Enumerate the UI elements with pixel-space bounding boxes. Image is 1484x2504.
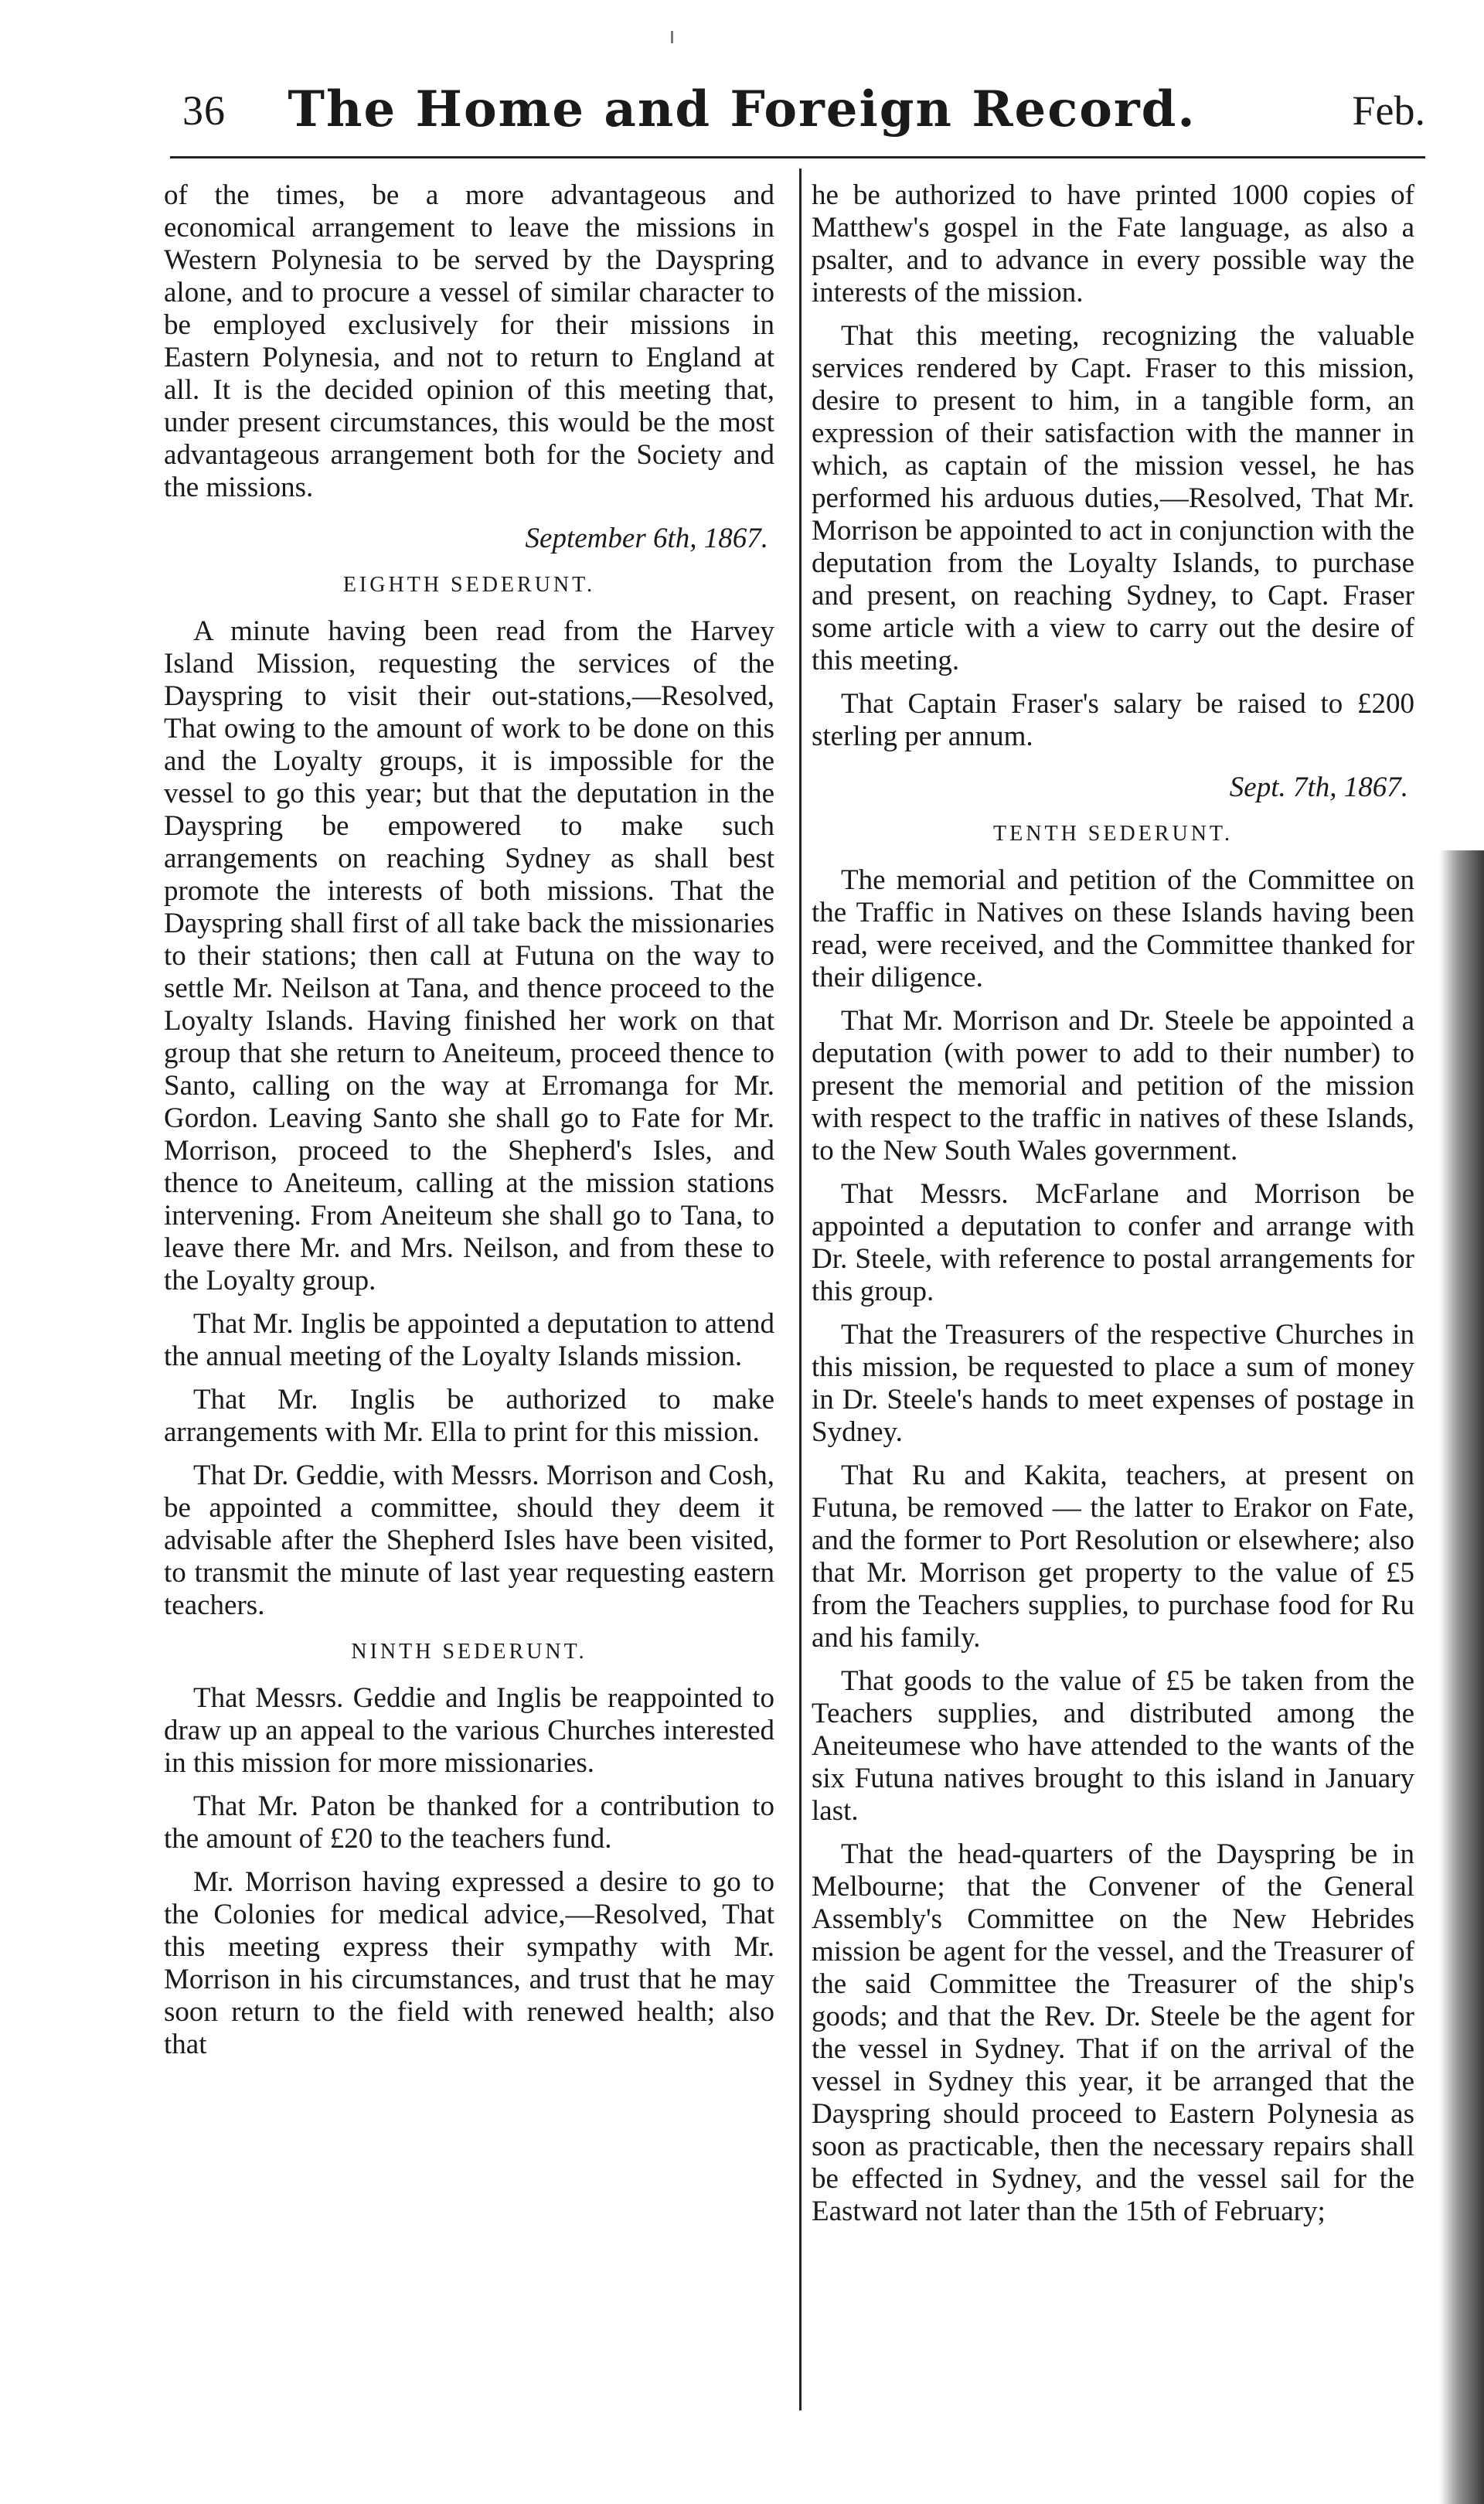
section-heading: NINTH SEDERUNT. (351, 1640, 587, 1664)
dateline: September 6th, 1867. (525, 523, 768, 554)
paragraph: That Ru and Kakita, teachers, at present on Futuna, be removed — the latter to Erakor on Fate, and the former to Port Resolution or elsewhere; also that Mr. Morrison get property to the value of £5 from the Teachers supplies, to purchase food for Ru and his family. (812, 1460, 1414, 1654)
scan-shadow-edge (1439, 850, 1484, 2504)
paragraph: That the head-quarters of the Dayspring be in Melbourne; that the Convener of the General Assembly's Committee on the New Hebrides mission be agent for the vessel, and the Treasurer of the said Committee the Treasurer of the ship's goods; and that the Rev. Dr. Steele be the agent for the vessel in Sydney. That if on the arrival of the vessel in Sydney this year, it be arranged that the Dayspring should proceed to Eastern Polynesia as soon as practicable, then the necessary repairs shall be effected in Sydney, and the vessel sail for the Eastward not later than the 15th of February; (812, 1838, 1414, 2227)
paragraph: That Mr. Inglis be appointed a deputation to attend the annual meeting of the Loyalty Islands mission. (164, 1308, 774, 1372)
paragraph: Mr. Morrison having expressed a desire to go to the Colonies for medical advice,—Resolved, That this meeting express their sympathy with Mr. Morrison in his circumstances, and trust that he may soon return to the field with renewed health; also that (164, 1866, 774, 2060)
paragraph: he be authorized to have printed 1000 copies of Matthew's gospel in the Fate language, as also a psalter, and to advance in every possible way the interests of the mission. (812, 179, 1414, 308)
paragraph: That this meeting, recognizing the valuable services rendered by Capt. Fraser to this mission, desire to present to him, in a tangible form, an expression of their satisfaction with the manner in which, as captain of the mission vessel, he has performed his arduous duties,—Resolved, That Mr. Morrison be appointed to act in conjunction with the deputation from the Loyalty Islands, to purchase and present, on reaching Sydney, to Capt. Fraser some article with a view to carry out the desire of this meeting. (812, 320, 1414, 676)
paragraph: That the Treasurers of the respective Churches in this mission, be requested to place a sum of money in Dr. Steele's hands to meet expenses of postage in Sydney. (812, 1319, 1414, 1448)
scan-mark (671, 31, 673, 43)
left-column (164, 179, 774, 2072)
paragraph: That goods to the value of £5 be taken from the Teachers supplies, and distributed among the Aneiteumese who have attended to the wants of the six Futuna natives brought to this island in January last. (812, 1665, 1414, 1827)
right-column (812, 179, 1414, 2239)
running-title: The Home and Foreign Record. (288, 80, 1196, 138)
paragraph: A minute having been read from the Harvey Island Mission, requesting the services of the Dayspring to visit their out-stations,—Resolved, That owing to the amount of work to be done on this and the Loyalty groups, it is impossible for the vessel to go this year; but that the deputation in the Dayspring be empowered to make such arrangements on reaching Sydney as shall best promote the interests of both missions. That the Dayspring shall first of all take back the missionaries to their stations; then call at Futuna on the way to settle Mr. Neilson at Tana, and thence proceed to the Loyalty Islands. Having finished her work on that group that she return to Aneiteum, proceed thence to Santo, calling on the way at Erromanga for Mr. Gordon. Leaving Santo she shall go to Fate for Mr. Morrison, proceed to the Shepherd's Isles, and thence to Aneiteum, calling at the mission stations intervening. From Aneiteum she shall go to Tana, to leave there Mr. and Mrs. Neilson, and from these to the Loyalty group. (164, 615, 774, 1296)
section-heading: EIGHTH SEDERUNT. (342, 573, 596, 597)
header-rule (170, 156, 1425, 158)
paragraph: of the times, be a more advantageous and economical arrangement to leave the missions in Western Polynesia to be served by the Dayspring alone, and to procure a vessel of similar character to be employed exclusively for their missions in Eastern Polynesia, and not to return to England at all. It is the decided opinion of this meeting that, under present circumstances, this would be the most advantageous arrangement both for the Society and the missions. (164, 179, 774, 503)
paragraph: That Dr. Geddie, with Messrs. Morrison and Cosh, be appointed a committee, should they deem it advisable after the Shepherd Isles have been visited, to transmit the minute of last year requesting eastern teachers. (164, 1460, 774, 1621)
page-number: 36 (182, 87, 226, 134)
dateline: Sept. 7th, 1867. (1229, 772, 1408, 803)
paragraph: That Messrs. McFarlane and Morrison be appointed a deputation to confer and arrange with Dr. Steele, with reference to postal arrangements for this group. (812, 1178, 1414, 1307)
paragraph: That Mr. Morrison and Dr. Steele be appointed a deputation (with power to add to their number) to present the memorial and petition of the mission with respect to the traffic in natives of these Islands, to the New South Wales government. (812, 1005, 1414, 1167)
running-month: Feb. (1352, 87, 1425, 134)
paragraph: That Mr. Paton be thanked for a contribution to the amount of £20 to the teachers fund. (164, 1790, 774, 1855)
section-heading: TENTH SEDERUNT. (993, 822, 1233, 846)
paragraph: That Captain Fraser's salary be raised to £200 sterling per annum. (812, 688, 1414, 752)
paragraph: That Mr. Inglis be authorized to make arrangements with Mr. Ella to print for this mission. (164, 1384, 774, 1448)
paragraph: That Messrs. Geddie and Inglis be reappointed to draw up an appeal to the various Churches interested in this mission for more missionaries. (164, 1682, 774, 1779)
column-divider (799, 169, 802, 2410)
paragraph: The memorial and petition of the Committee on the Traffic in Natives on these Islands having been read, were received, and the Committee thanked for their diligence. (812, 864, 1414, 993)
